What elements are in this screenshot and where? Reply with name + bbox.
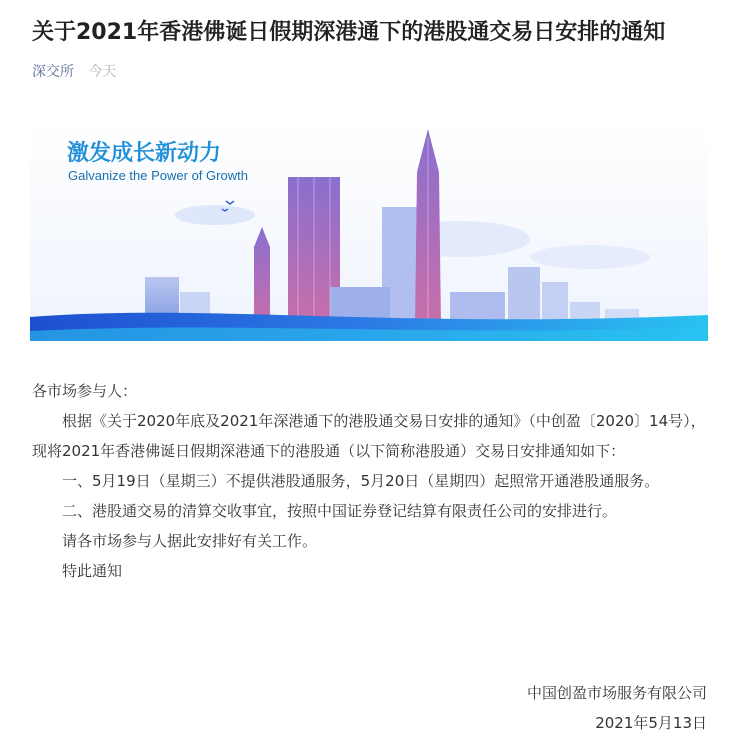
paragraph: 请各市场参与人据此安排好有关工作。	[62, 532, 318, 550]
paragraph: 一、5月19日（星期三）不提供港股通服务，5月20日（星期四）起照常开通港股通服务。	[62, 472, 660, 490]
publish-time: 今天	[88, 64, 117, 80]
banner-image	[30, 117, 708, 341]
banner-subheadline: Galvanize the Power of Growth	[68, 168, 248, 183]
source-link[interactable]: 深交所	[32, 64, 74, 80]
issuing-organization: 中国创盈市场服务有限公司	[526, 684, 707, 702]
banner-headline: 激发成长新动力	[67, 141, 222, 166]
paragraph: 二、港股通交易的清算交收事宜，按照中国证券登记结算有限责任公司的安排进行。	[62, 502, 618, 520]
signature-block	[527, 678, 707, 738]
article-title: 关于2021年香港佛诞日假期深港通下的港股通交易日安排的通知	[32, 20, 666, 45]
skyline-illustration	[30, 117, 708, 341]
article-meta	[32, 62, 116, 82]
paragraph: 根据《关于2020年底及2021年深港通下的港股通交易日安排的通知》（中创盈〔2020〕14号），现将2021年香港佛诞日假期深港通下的港股通（以下简称港股通）交易日安排通知如下：	[32, 412, 706, 460]
article-body	[32, 376, 708, 586]
issue-date: 2021年5月13日	[595, 714, 707, 732]
salutation: 各市场参与人：	[32, 382, 138, 400]
paragraph: 特此通知	[62, 562, 123, 580]
